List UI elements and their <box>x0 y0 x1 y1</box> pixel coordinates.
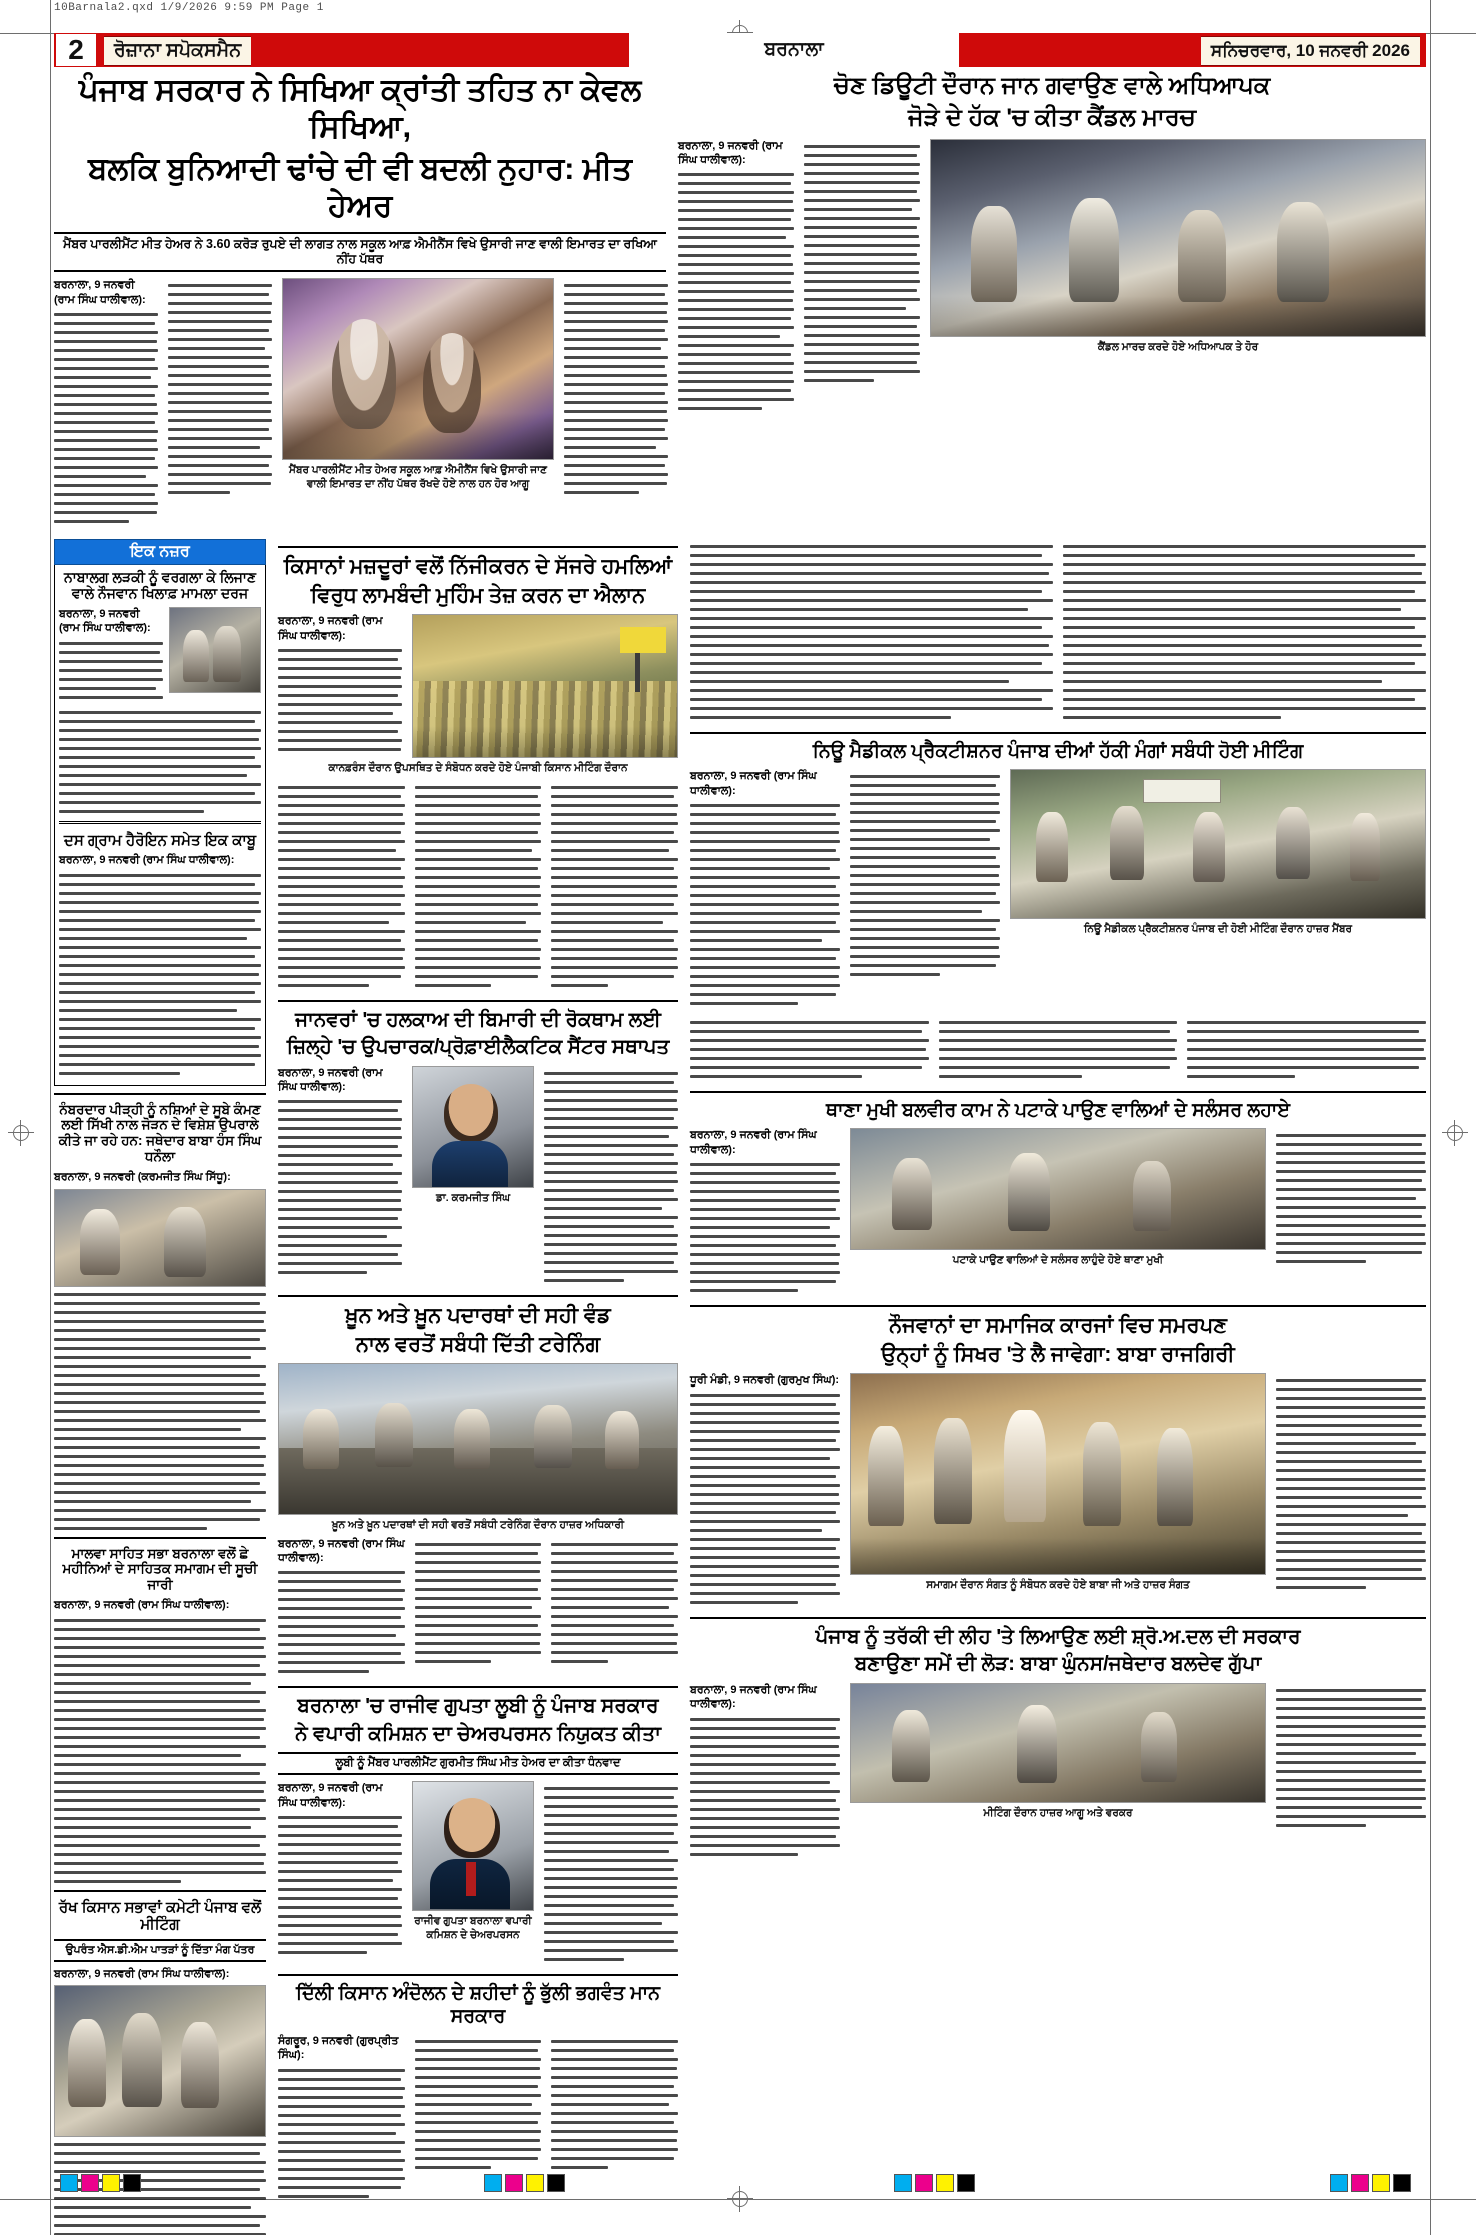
color-bar-left <box>60 2174 144 2192</box>
registration-mark-right <box>1442 1120 1468 1146</box>
col2-story2-photo-caption: ਡਾ. ਕਰਮਜੀਤ ਸਿੰਘ <box>435 1191 511 1204</box>
col1-story1-headline: ਨੰਬਰਦਾਰ ਪੀੜ੍ਹੀ ਨੂੰ ਨਸ਼ਿਆਂ ਦੇ ਸੂਬੇ ਕੰਮਣ ਲਈ ਸਿੱਖੀ ਨਾਲ ਜੋੜਨ ਦੇ ਵਿਸ਼ੇਸ਼ ਉਪਰਾਲੇ ਕੀਤੇ ਜਾ ਰਹੇ ਹਨ: ਜਥੇਦਾਰ ਬਾਬਾ ਹੰਸ ਸਿੰਘ ਧਨੌਲਾ <box>58 1101 262 1165</box>
col3-story3-photo <box>850 1128 1266 1250</box>
ek-nazar-item1-headline: ਨਾਬਾਲਗ ਲੜਕੀ ਨੂੰ ਵਰਗਲਾ ਕੇ ਲਿਜਾਣ ਵਾਲੇ ਨੌਜਵਾਨ ਖਿਲਾਫ਼ ਮਾਮਲਾ ਦਰਜ <box>63 568 257 602</box>
col1-story3-photo <box>54 1985 266 2137</box>
col1-story2-headline: ਮਾਲਵਾ ਸਾਹਿਤ ਸਭਾ ਬਰਨਾਲਾ ਵਲੋਂ ਛੇ ਮਹੀਨਿਆਂ ਦੇ ਸਾਹਿਤਕ ਸਮਾਗਮ ਦੀ ਸੂਚੀ ਜਾਰੀ <box>62 1545 258 1593</box>
col1-story2-dateline: ਬਰਨਾਲਾ, 9 ਜਨਵਰੀ (ਰਾਮ ਸਿੰਘ ਧਾਲੀਵਾਲ): <box>54 1599 230 1612</box>
color-bar-right-a <box>894 2174 978 2192</box>
page-content <box>54 72 1426 2162</box>
col2-story1-photo-caption: ਕਾਨਫ਼ਰੰਸ ਦੌਰਾਨ ਉਪਸਥਿਤ ਦੇ ਸੰਬੋਧਨ ਕਰਦੇ ਹੋਏ ਪੰਜਾਬੀ ਕਿਸਾਨ ਮੀਟਿੰਗ ਦੌਰਾਨ <box>328 762 628 775</box>
col3-story5-dateline: ਬਰਨਾਲਾ, 9 ਜਨਵਰੀ (ਰਾਮ ਸਿੰਘ ਧਾਲੀਵਾਲ): <box>690 1683 817 1711</box>
col1-story3-subline: ਉਪਰੰਤ ਐਸ.ਡੀ.ਐਮ ਪਾਤੜਾਂ ਨੂੰ ਦਿੱਤਾ ਮੰਗ ਪੱਤਰ <box>54 1939 266 1962</box>
col3-story4-headline-line1: ਨੌਜਵਾਨਾਂ ਦਾ ਸਮਾਜਿਕ ਕਾਰਜਾਂ ਵਿਚ ਸਮਰਪਣ <box>889 1313 1227 1337</box>
col2-story1-headline-line1: ਕਿਸਾਨਾਂ ਮਜ਼ਦੂਰਾਂ ਵਲੋਂ ਨਿੱਜੀਕਰਨ ਦੇ ਸੱਜਰੇ ਹਮਲਿਆਂ <box>283 554 673 578</box>
ek-nazar-item1-dateline: ਬਰਨਾਲਾ, 9 ਜਨਵਰੀ (ਰਾਮ ਸਿੰਘ ਧਾਲੀਵਾਲ): <box>59 607 151 635</box>
col2-story3-photo-caption: ਖ਼ੂਨ ਅਤੇ ਖ਼ੂਨ ਪਦਾਰਥਾਂ ਦੀ ਸਹੀ ਵਰਤੋਂ ਸਬੰਧੀ ਟਰੇਨਿੰਗ ਦੌਰਾਨ ਹਾਜ਼ਰ ਅਧਿਕਾਰੀ <box>331 1519 625 1532</box>
page-number: 2 <box>56 34 99 66</box>
lead-photo-caption: ਮੈਂਬਰ ਪਾਰਲੀਮੈਂਟ ਮੀਤ ਹੇਅਰ ਸਕੂਲ ਆਫ਼ ਐਮੀਨੈਂਸ ਵਿਖੇ ਉਸਾਰੀ ਜਾਣ ਵਾਲੀ ਇਮਾਰਤ ਦਾ ਨੀਂਹ ਪੱਥਰ ਰੱਖਦੇ ਹੋਏ ਨਾਲ ਹਨ ਹੋਰ ਆਗੂ <box>289 464 547 491</box>
col3-story2-headline: ਨਿਊ ਮੈਡੀਕਲ ਪ੍ਰੈਕਟੀਸ਼ਨਰ ਪੰਜਾਬ ਦੀਆਂ ਹੱਕੀ ਮੰਗਾਂ ਸਬੰਧੀ ਹੋਈ ਮੀਟਿੰਗ <box>812 740 1304 762</box>
masthead-brand: ਰੋਜ਼ਾਨਾ ਸਪੋਕਸਮੈਨ <box>104 36 251 66</box>
col3-story4-headline-line2: ਉਨ੍ਹਾਂ ਨੂੰ ਸਿਖਰ 'ਤੇ ਲੈ ਜਾਵੇਗਾ: ਬਾਬਾ ਰਾਜਗਿਰੀ <box>881 1342 1235 1366</box>
ek-nazar-item1-photo <box>169 607 261 693</box>
col2-story3-headline-line2: ਨਾਲ ਵਰਤੋਂ ਸਬੰਧੀ ਦਿੱਤੀ ਟਰੇਨਿੰਗ <box>355 1332 601 1356</box>
col2-story3-dateline: ਬਰਨਾਲਾ, 9 ਜਨਵਰੀ (ਰਾਮ ਸਿੰਘ ਧਾਲੀਵਾਲ): <box>278 1537 405 1564</box>
middle-column <box>278 539 678 2235</box>
col3-story2-photo-caption: ਨਿਊ ਮੈਡੀਕਲ ਪ੍ਰੈਕਟੀਸ਼ਨਰ ਪੰਜਾਬ ਦੀ ਹੋਈ ਮੀਟਿੰਗ ਦੌਰਾਨ ਹਾਜ਼ਰ ਮੈਂਬਰ <box>1083 923 1353 936</box>
col3-story4-dateline: ਧੂਰੀ ਮੰਡੀ, 9 ਜਨਵਰੀ (ਗੁਰਮੁਖ ਸਿੰਘ): <box>690 1374 840 1387</box>
col3-story4-photo-caption: ਸਮਾਗਮ ਦੌਰਾਨ ਸੰਗਤ ਨੂੰ ਸੰਬੋਧਨ ਕਰਦੇ ਹੋਏ ਬਾਬਾ ਜੀ ਅਤੇ ਹਾਜ਼ਰ ਸੰਗਤ <box>926 1579 1190 1592</box>
col2-story2-headline-line1: ਜਾਨਵਰਾਂ 'ਚ ਹਲਕਾਅ ਦੀ ਬਿਮਾਰੀ ਦੀ ਰੋਕਥਾਮ ਲਈ <box>295 1008 661 1031</box>
col3-story5-photo <box>850 1683 1266 1803</box>
crop-mark-right <box>1430 0 1431 2235</box>
col3-story1-headline-line2: ਜੋੜੇ ਦੇ ਹੱਕ 'ਚ ਕੀਤਾ ਕੈਂਡਲ ਮਾਰਚ <box>908 104 1196 132</box>
col3-story3-photo-caption: ਪਟਾਕੇ ਪਾਉਣ ਵਾਲਿਆਂ ਦੇ ਸਲੰਸਰ ਲਾਹੁੰਦੇ ਹੋਏ ਥਾਣਾ ਮੁਖੀ <box>952 1254 1164 1267</box>
col2-story2-portrait <box>412 1066 534 1188</box>
lead-body-col3 <box>564 284 668 494</box>
col2-story3-photo <box>278 1363 678 1515</box>
col3-story5-headline-line1: ਪੰਜਾਬ ਨੂੰ ਤਰੱਕੀ ਦੀ ਲੀਹ 'ਤੇ ਲਿਆਉਣ ਲਈ ਸ਼੍ਰੋ.ਅ.ਦਲ ਦੀ ਸਰਕਾਰ <box>815 1625 1301 1648</box>
col2-story5-headline: ਦਿੱਲੀ ਕਿਸਾਨ ਅੰਦੋਲਨ ਦੇ ਸ਼ਹੀਦਾਂ ਨੂੰ ਭੁੱਲੀ ਭਗਵੰਤ ਮਾਨ ਸਰਕਾਰ <box>295 1983 661 2027</box>
col3-story1-headline-line1: ਚੋਣ ਡਿਊਟੀ ਦੌਰਾਨ ਜਾਨ ਗਵਾਉਣ ਵਾਲੇ ਅਧਿਆਪਕ <box>833 72 1271 99</box>
masthead-date: ਸਨਿਚਰਵਾਰ, 10 ਜਨਵਰੀ 2026 <box>1201 36 1420 66</box>
col2-story5-dateline: ਸੰਗਰੂਰ, 9 ਜਨਵਰੀ (ਗੁਰਪ੍ਰੀਤ ਸਿੰਘ): <box>278 2035 399 2062</box>
lead-dateline: ਬਰਨਾਲਾ, 9 ਜਨਵਰੀ (ਰਾਮ ਸਿੰਘ ਧਾਲੀਵਾਲ): <box>54 279 146 306</box>
col3-story2-dateline: ਬਰਨਾਲਾ, 9 ਜਨਵਰੀ (ਰਾਮ ਸਿੰਘ ਧਾਲੀਵਾਲ): <box>690 770 817 797</box>
qxd-file-line: 10Barnala2.qxd 1/9/2026 9:59 PM Page 1 <box>54 2 324 14</box>
col3-story3-headline: ਥਾਣਾ ਮੁਖੀ ਬਲਵੀਰ ਕਾਮ ਨੇ ਪਟਾਕੇ ਪਾਉਣ ਵਾਲਿਆਂ ਦੇ ਸਲੰਸਰ ਲਹਾਏ <box>826 1099 1290 1121</box>
col2-story4-subbar: ਲੂਬੀ ਨੂੰ ਮੈਂਬਰ ਪਾਰਲੀਮੈਂਟ ਗੁਰਮੀਤ ਸਿੰਘ ਮੀਤ ਹੇਅਰ ਦਾ ਕੀਤਾ ਧੰਨਵਾਦ <box>278 1752 678 1775</box>
col1-story3-dateline: ਬਰਨਾਲਾ, 9 ਜਨਵਰੀ (ਰਾਮ ਸਿੰਘ ਧਾਲੀਵਾਲ): <box>54 1967 230 1980</box>
col2-story2-headline-line2: ਜ਼ਿਲ੍ਹੇ 'ਚ ਉਪਚਾਰਕ/ਪ੍ਰੋਫ਼ਾਈਲੈਕਟਿਕ ਸੈਂਟਰ ਸਥਾਪਤ <box>286 1036 670 1059</box>
ek-nazar-item2-headline: ਦਸ ਗ੍ਰਾਮ ਹੈਰੋਇਨ ਸਮੇਤ ਇਕ ਕਾਬੂ <box>63 831 257 849</box>
masthead-city: ਬਰਨਾਲਾ <box>764 39 824 60</box>
col3-story1-body-b <box>804 145 920 382</box>
col3-story3-dateline: ਬਰਨਾਲਾ, 9 ਜਨਵਰੀ (ਰਾਮ ਸਿੰਘ ਧਾਲੀਵਾਲ): <box>690 1129 817 1156</box>
col2-story3-headline-line1: ਖ਼ੂਨ ਅਤੇ ਖ਼ੂਨ ਪਦਾਰਥਾਂ ਦੀ ਸਹੀ ਵੰਡ <box>345 1303 611 1327</box>
lead-body-col1 <box>54 313 158 523</box>
lead-headline-line2: ਬਲਕਿ ਬੁਨਿਆਦੀ ਢਾਂਚੇ ਦੀ ਵੀ ਬਦਲੀ ਨੁਹਾਰ: ਮੀਤ ਹੇਅਰ <box>88 151 632 223</box>
registration-mark-left <box>8 1120 34 1146</box>
col2-story4-dateline: ਬਰਨਾਲਾ, 9 ਜਨਵਰੀ (ਰਾਮ ਸਿੰਘ ਧਾਲੀਵਾਲ): <box>278 1782 383 1809</box>
col2-story1-photo <box>412 614 678 758</box>
lead-body-col2 <box>168 284 272 494</box>
ek-nazar-header: ਇਕ ਨਜ਼ਰ <box>54 539 266 565</box>
lead-subbar: ਮੈਂਬਰ ਪਾਰਲੀਮੈਂਟ ਮੀਤ ਹੇਅਰ ਨੇ 3.60 ਕਰੋੜ ਰੁਪਏ ਦੀ ਲਾਗਤ ਨਾਲ ਸਕੂਲ ਆਫ਼ ਐਮੀਨੈਂਸ ਵਿਖੇ ਉਸਾਰੀ ਜਾਣ ਵਾਲੀ ਇਮਾਰਤ ਦਾ ਰਖਿਆ ਨੀਂਹ ਪੱਥਰ <box>54 232 666 272</box>
left-column <box>54 539 266 2235</box>
col2-story4-portrait <box>412 1781 534 1911</box>
col3-story1-body-a <box>678 173 794 410</box>
col2-story1-dateline: ਬਰਨਾਲਾ, 9 ਜਨਵਰੀ (ਰਾਮ ਸਿੰਘ ਧਾਲੀਵਾਲ): <box>278 615 383 642</box>
lead-photo <box>282 278 554 460</box>
color-bar-right-b <box>1330 2174 1414 2192</box>
col2-story4-headline-line2: ਨੇ ਵਪਾਰੀ ਕਮਿਸ਼ਨ ਦਾ ਚੇਅਰਪਰਸਨ ਨਿਯੁਕਤ ਕੀਤਾ <box>295 1722 661 1745</box>
lead-headline-line1: ਪੰਜਾਬ ਸਰਕਾਰ ਨੇ ਸਿਖਿਆ ਕ੍ਰਾਂਤੀ ਤਹਿਤ ਨਾ ਕੇਵਲ ਸਿਖਿਆ, <box>78 72 642 144</box>
ek-nazar-box <box>54 565 266 1086</box>
col3-story1-dateline: ਬਰਨਾਲਾ, 9 ਜਨਵਰੀ (ਰਾਮ ਸਿੰਘ ਧਾਲੀਵਾਲ): <box>678 139 783 166</box>
crop-mark-left <box>50 0 51 2235</box>
col1-story1-photo <box>54 1189 266 1287</box>
masthead <box>54 33 1426 67</box>
col1-story1-dateline: ਬਰਨਾਲਾ, 9 ਜਨਵਰੀ (ਕਰਮਜੀਤ ਸਿੰਘ ਸਿੱਧੂ): <box>54 1171 231 1184</box>
ek-nazar-item2-dateline: ਬਰਨਾਲਾ, 9 ਜਨਵਰੀ (ਰਾਮ ਸਿੰਘ ਧਾਲੀਵਾਲ): <box>59 854 235 867</box>
col3-story5-photo-caption: ਮੀਟਿੰਗ ਦੌਰਾਨ ਹਾਜ਼ਰ ਆਗੂ ਅਤੇ ਵਰਕਰ <box>983 1806 1133 1819</box>
col2-story4-headline-line1: ਬਰਨਾਲਾ 'ਚ ਰਾਜੀਵ ਗੁਪਤਾ ਲੂਬੀ ਨੂੰ ਪੰਜਾਬ ਸਰਕਾਰ <box>297 1695 659 1718</box>
col2-story1-headline-line2: ਵਿਰੁਧ ਲਾਮਬੰਦੀ ਮੁਹਿੰਮ ਤੇਜ਼ ਕਰਨ ਦਾ ਐਲਾਨ <box>310 583 646 607</box>
col2-story4-photo-caption: ਰਾਜੀਵ ਗੁਪਤਾ ਬਰਨਾਲਾ ਵਪਾਰੀ ਕਮਿਸ਼ਨ ਦੇ ਚੇਅਰਪਰਸਨ <box>414 1915 532 1942</box>
col3-story2-photo <box>1010 769 1426 919</box>
color-bar-center <box>484 2174 568 2192</box>
col2-story2-dateline: ਬਰਨਾਲਾ, 9 ਜਨਵਰੀ (ਰਾਮ ਸਿੰਘ ਧਾਲੀਵਾਲ): <box>278 1066 383 1094</box>
col1-story3-headline: ਰੱਖ ਕਿਸਾਨ ਸਭਾਵਾਂ ਕਮੇਟੀ ਪੰਜਾਬ ਵਲੋਂ ਮੀਟਿੰਗ <box>58 1898 262 1934</box>
right-column <box>690 539 1426 2235</box>
col3-story5-headline-line2: ਬਣਾਉਣਾ ਸਮੇਂ ਦੀ ਲੋੜ: ਬਾਬਾ ਘੁੰਨਸ/ਜਥੇਦਾਰ ਬਲਦੇਵ ਗੁੱਪਾ <box>854 1653 1262 1676</box>
col3-story1-photo-caption: ਕੈਂਡਲ ਮਾਰਚ ਕਰਦੇ ਹੋਏ ਅਧਿਆਪਕ ਤੇ ਹੋਰ <box>1097 340 1259 353</box>
col3-story4-photo <box>850 1373 1266 1575</box>
col3-story1-photo <box>930 139 1426 337</box>
